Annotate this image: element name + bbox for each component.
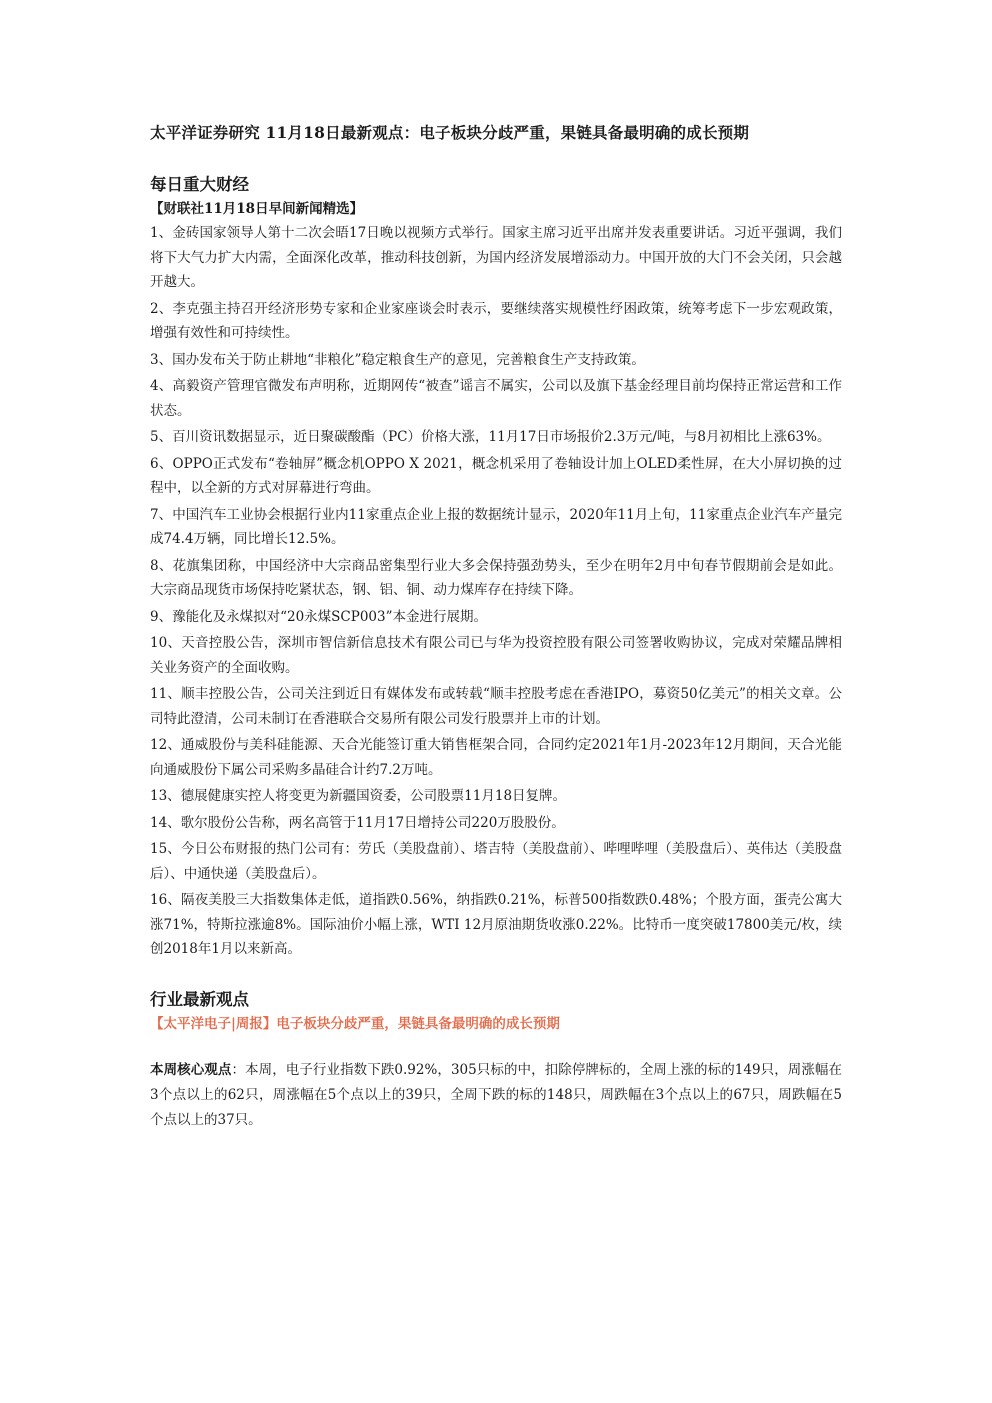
news-item-12: 12、通威股份与美科硅能源、天合光能签订重大销售框架合同，合同约定2021年1月-2023年12月期间，天合光能向通威股份下属公司采购多晶硅合计约7.2万吨。 [150, 737, 842, 778]
document-page [150, 121, 842, 1146]
report-title-link[interactable]: 【太平洋电子|周报】电子板块分歧严重，果链具备最明确的成长预期 [150, 1015, 560, 1032]
news-item-11: 11、顺丰控股公告，公司关注到近日有媒体发布或转载“顺丰控股考虑在香港IPO，募资50亿美元”的相关文章。公司特此澄清，公司未制订在香港联合交易所有限公司发行股票并上市的计划。 [150, 686, 842, 727]
daily-news-subheading: 【财联社11月18日早间新闻精选】 [150, 201, 364, 217]
core-view-text: ：本周，电子行业指数下跌0.92%，305只标的中，扣除停牌标的，全周上涨的标的149只，周涨幅在3个点以上的62只，周涨幅在5个点以上的39只，全周下跌的标的148只，周跌幅在3个点以上的67只，周跌幅在5个点以上的37只。 [150, 1061, 842, 1128]
news-item-13: 13、德展健康实控人将变更为新疆国资委，公司股票11月18日复牌。 [150, 788, 567, 804]
news-item-14: 14、歌尔股份公告称，两名高管于11月17日增持公司220万股股份。 [150, 814, 565, 831]
news-item-5: 5、百川资讯数据显示，近日聚碳酸酯（PC）价格大涨，11月17日市场报价2.3万元/吨，与8月初相比上涨63%。 [150, 429, 831, 445]
news-item-7: 7、中国汽车工业协会根据行业内11家重点企业上报的数据统计显示，2020年11月上旬，11家重点企业汽车产量完成74.4万辆，同比增长12.5%。 [150, 506, 842, 547]
industry-heading: 行业最新观点 [150, 989, 249, 1009]
news-item-15: 15、今日公布财报的热门公司有：劳氏（美股盘前）、塔吉特（美股盘前）、哔哩哔哩（美股盘后）、英伟达（美股盘后）、中通快递（美股盘后）。 [150, 841, 842, 882]
daily-news-section [150, 173, 842, 962]
core-view-paragraph [150, 1058, 842, 1133]
news-item-1: 1、金砖国家领导人第十二次会晤17日晚以视频方式举行。国家主席习近平出席并发表重要讲话。习近平强调，我们将下大气力扩大内需，全面深化改革，推动科技创新，为国内经济发展增添动力。中国开放的大门不会关闭，只会越开越大。 [150, 225, 842, 290]
daily-news-heading: 每日重大财经 [150, 175, 249, 194]
industry-section [150, 988, 842, 1133]
news-item-8: 8、花旗集团称，中国经济中大宗商品密集型行业大多会保持强劲势头，至少在明年2月中旬春节假期前会是如此。大宗商品现货市场保持吃紧状态，钢、铝、铜、动力煤库存在持续下降。 [150, 557, 842, 598]
news-item-9: 9、豫能化及永煤拟对“20永煤SCP003”本金进行展期。 [150, 608, 487, 625]
news-item-4: 4、高毅资产管理官微发布声明称，近期网传“被查”谣言不属实，公司以及旗下基金经理目前均保持正常运营和工作状态。 [150, 378, 842, 419]
news-list [150, 221, 842, 962]
news-item-10: 10、天音控股公告，深圳市智信新信息技术有限公司已与华为投资控股有限公司签署收购协议，完成对荣耀品牌相关业务资产的全面收购。 [150, 635, 842, 676]
news-item-6: 6、OPPO正式发布“卷轴屏”概念机OPPO X 2021，概念机采用了卷轴设计加上OLED柔性屏，在大小屏切换的过程中，以全新的方式对屏幕进行弯曲。 [150, 455, 842, 496]
core-view-label: 本周核心观点 [150, 1061, 232, 1078]
news-item-3: 3、国办发布关于防止耕地“非粮化”稳定粮食生产的意见，完善粮食生产支持政策。 [150, 351, 645, 368]
news-item-2: 2、李克强主持召开经济形势专家和企业家座谈会时表示，要继续落实规模性纾困政策，统筹考虑下一步宏观政策，增强有效性和可持续性。 [150, 300, 842, 341]
news-item-16: 16、隔夜美股三大指数集体走低，道指跌0.56%，纳指跌0.21%，标普500指数跌0.48%；个股方面，蛋壳公寓大涨71%，特斯拉涨逾8%。国际油价小幅上涨，WTI 12月原油期货收涨0.22%。比特币一度突破17800美元/枚，续创2018年1月以来新高。 [150, 892, 842, 957]
document-title: 太平洋证券研究 11月18日最新观点：电子板块分歧严重，果链具备最明确的成长预期 [150, 123, 750, 142]
